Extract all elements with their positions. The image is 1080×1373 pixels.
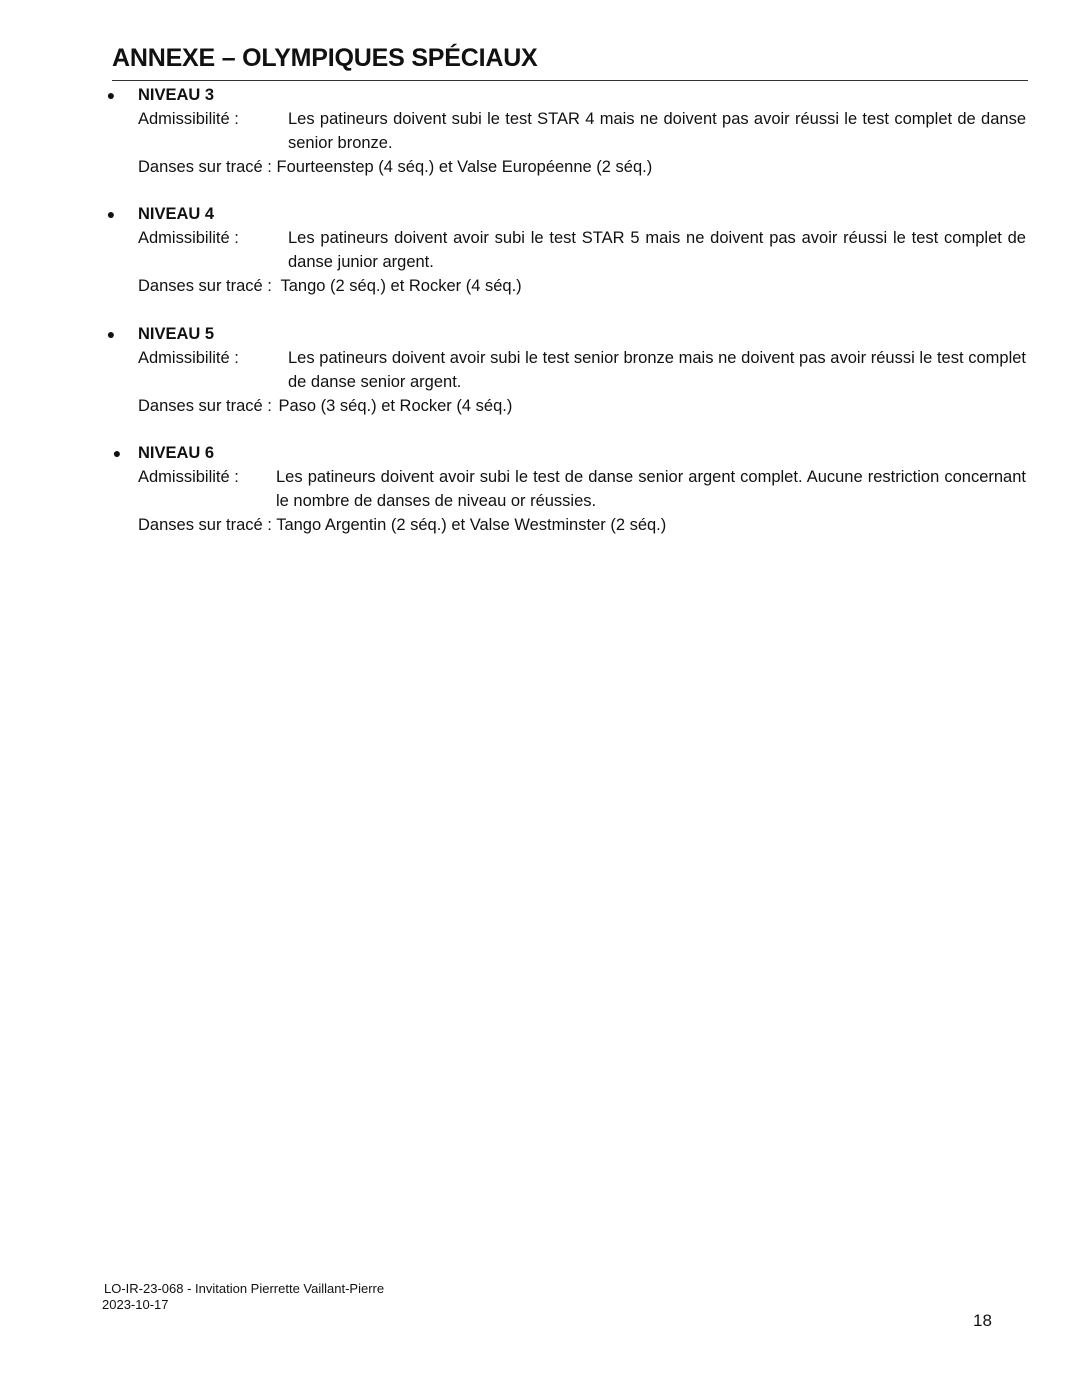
footer-date: 2023-10-17 <box>102 1297 169 1312</box>
footer-document-code: LO-IR-23-068 - Invitation Pierrette Vaillant-Pierre <box>104 1281 385 1296</box>
eligibility-text: Les patineurs doivent avoir subi le test senior bronze mais ne doivent pas avoir réussi le test complet de danse senior argent. <box>288 349 1026 391</box>
level-heading: NIVEAU 5 <box>138 325 215 343</box>
level-heading: NIVEAU 6 <box>138 444 215 462</box>
level-section <box>105 83 1026 179</box>
title-rule <box>112 80 1028 81</box>
dances-row <box>105 155 1026 179</box>
eligibility-label: Admissibilité : <box>138 468 239 486</box>
eligibility-row <box>105 346 1026 394</box>
bullet-icon: ● <box>106 206 116 222</box>
eligibility-text: Les patineurs doivent avoir subi le test de danse senior argent complet. Aucune restriction concernant le nombre de danses de niveau or réussies. <box>276 468 1026 510</box>
dances-text: Tango Argentin (2 séq.) et Valse Westminster (2 séq.) <box>276 516 667 534</box>
level-heading: NIVEAU 4 <box>138 205 215 223</box>
dances-label: Danses sur tracé : <box>138 158 272 176</box>
dances-row <box>105 394 1026 418</box>
dances-text: Paso (3 séq.) et Rocker (4 séq.) <box>278 397 513 415</box>
page-title: ANNEXE – OLYMPIQUES SPÉCIAUX <box>112 44 538 72</box>
bullet-icon: ● <box>106 326 116 342</box>
bullet-icon: ● <box>106 87 116 103</box>
eligibility-label: Admissibilité : <box>138 349 239 367</box>
eligibility-text: Les patineurs doivent avoir subi le test STAR 5 mais ne doivent pas avoir réussi le test complet de danse junior argent. <box>288 229 1026 271</box>
dances-label: Danses sur tracé : <box>138 516 272 534</box>
level-heading: NIVEAU 3 <box>138 86 215 104</box>
eligibility-row <box>105 107 1026 155</box>
dances-label: Danses sur tracé : <box>138 277 272 295</box>
eligibility-label: Admissibilité : <box>138 110 239 128</box>
dances-label: Danses sur tracé : <box>138 397 272 415</box>
dances-row <box>105 513 1026 537</box>
eligibility-row <box>105 465 1026 513</box>
eligibility-label: Admissibilité : <box>138 229 239 247</box>
level-section <box>105 202 1026 298</box>
eligibility-text: Les patineurs doivent subi le test STAR 4 mais ne doivent pas avoir réussi le test complet de danse senior bronze. <box>288 110 1026 152</box>
dances-text: Fourteenstep (4 séq.) et Valse Européenne (2 séq.) <box>276 158 653 176</box>
level-section <box>105 441 1026 537</box>
dances-text: Tango (2 séq.) et Rocker (4 séq.) <box>280 277 522 295</box>
level-section <box>105 322 1026 418</box>
eligibility-row <box>105 226 1026 274</box>
page-number: 18 <box>973 1311 992 1330</box>
bullet-icon: ● <box>112 445 122 461</box>
dances-row <box>105 274 1026 298</box>
